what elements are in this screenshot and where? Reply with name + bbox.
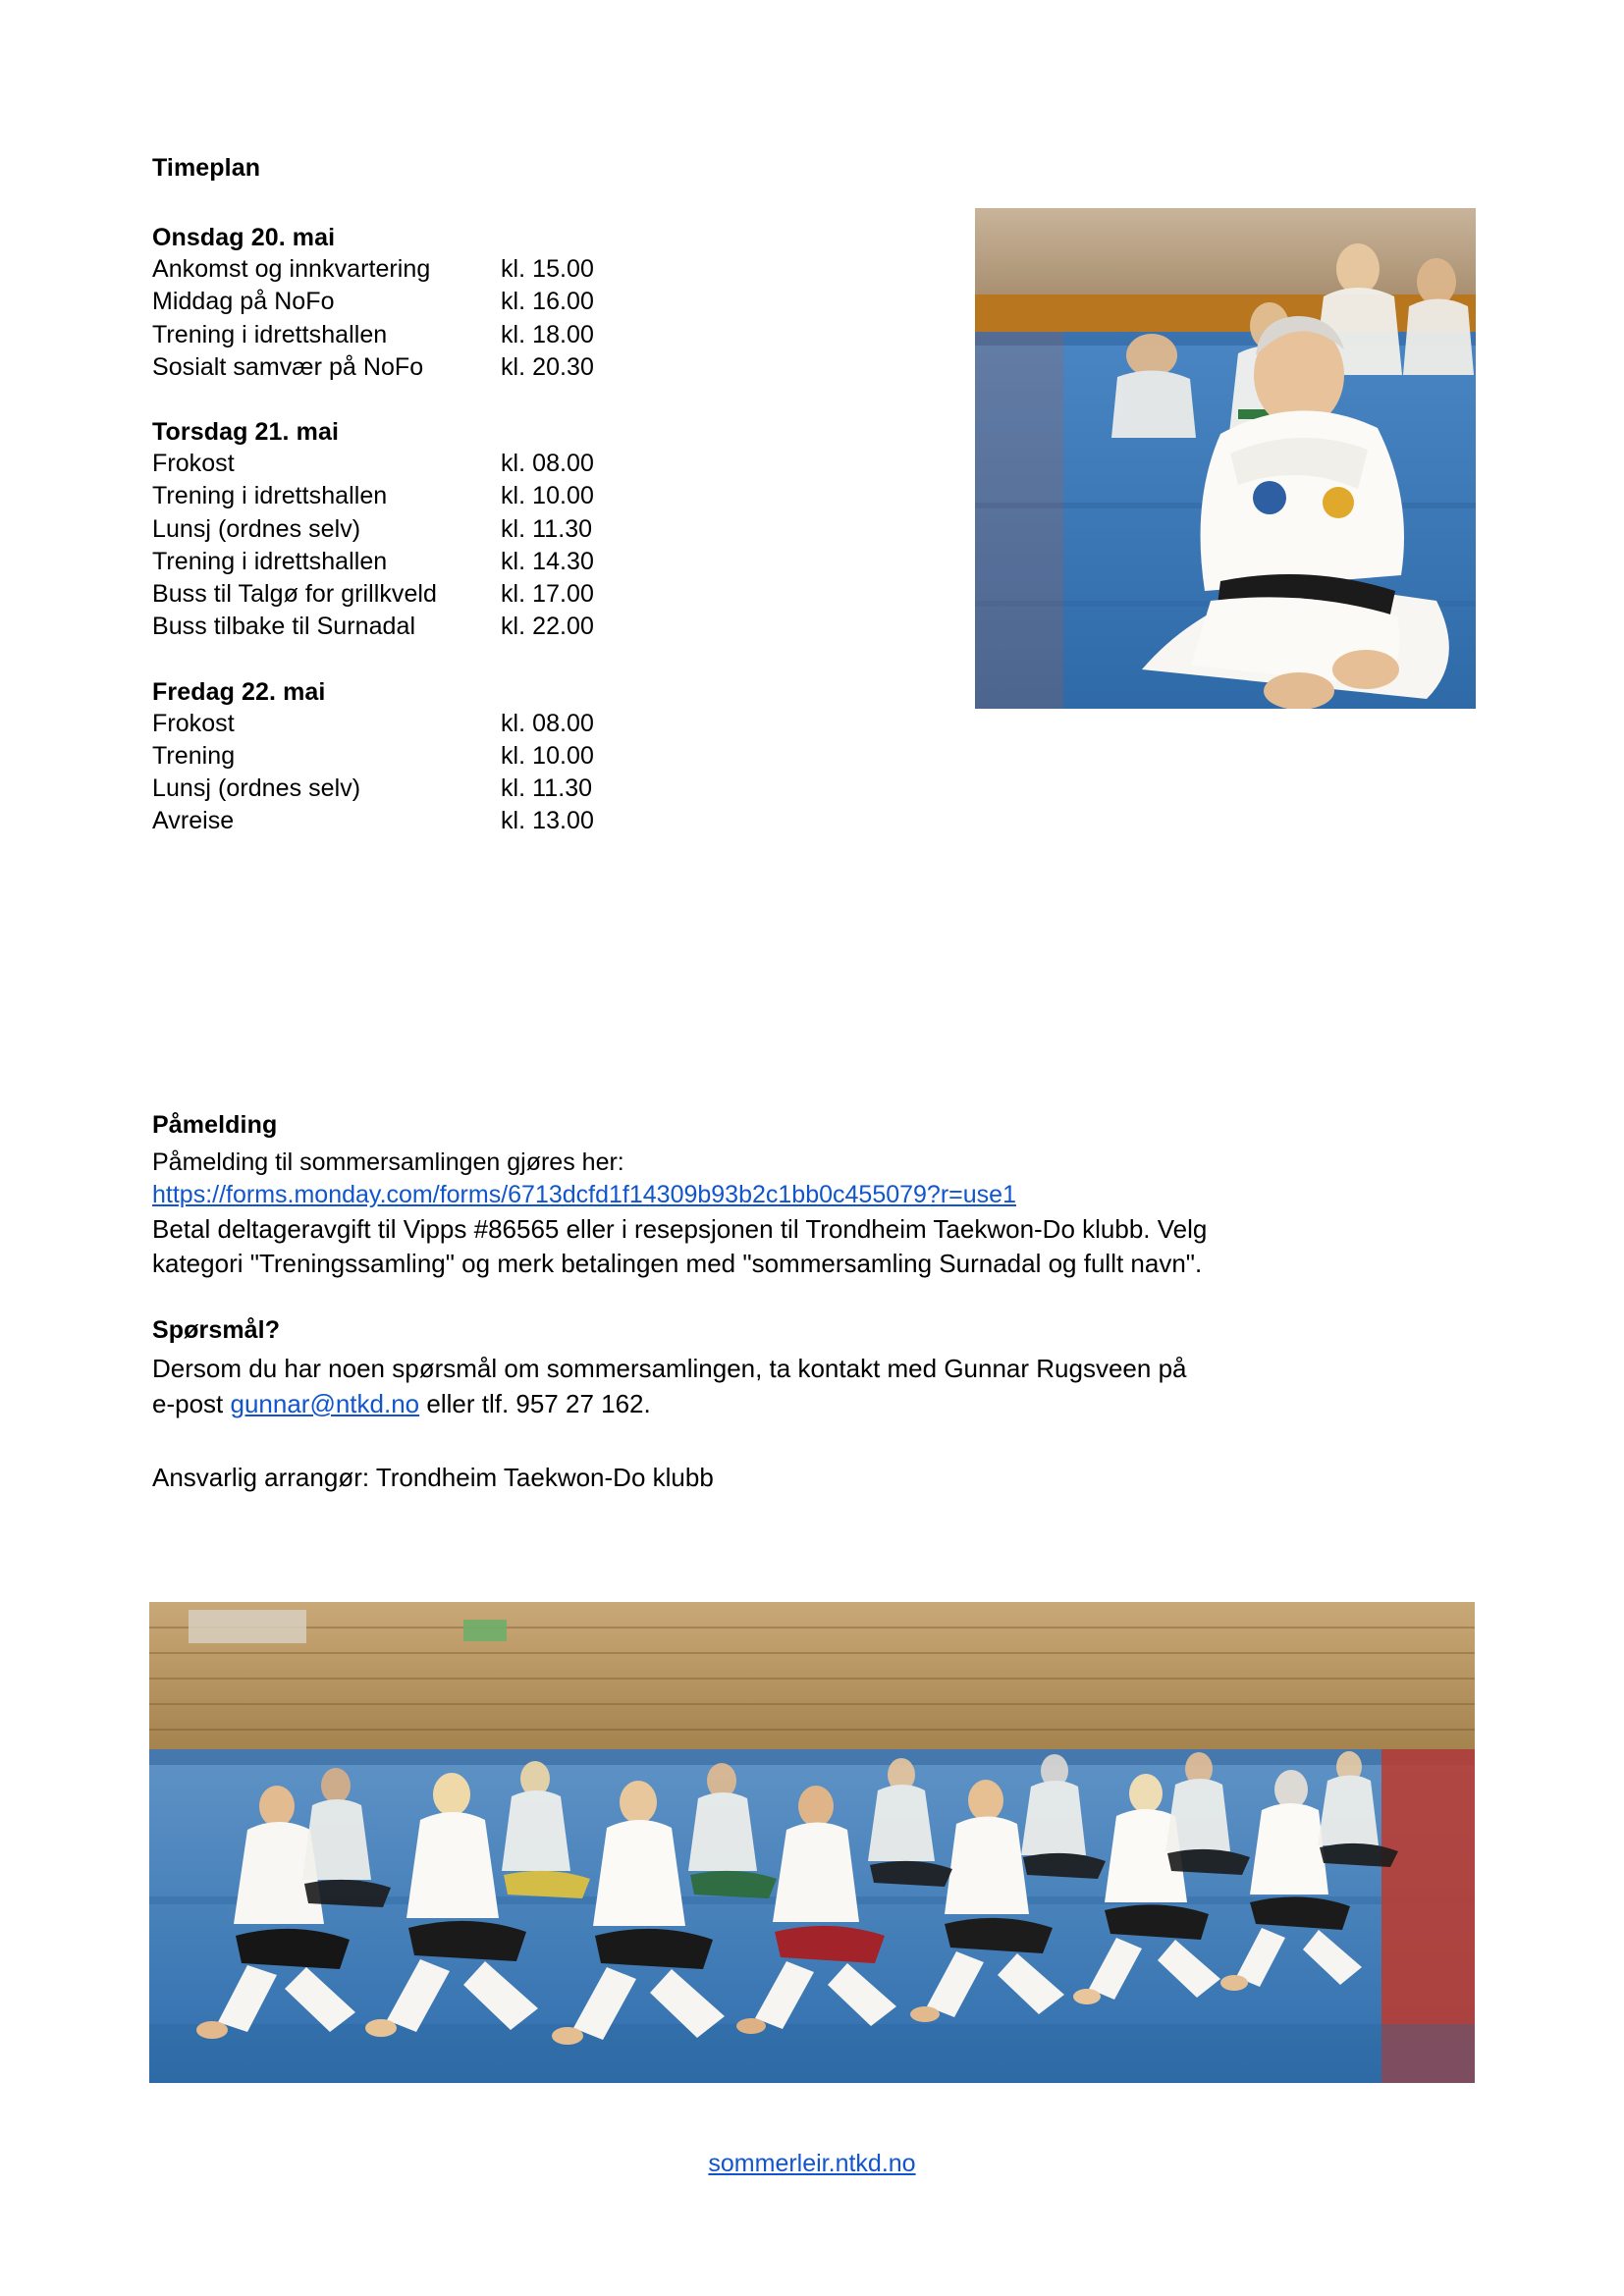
schedule-time: kl. 13.00 xyxy=(501,807,594,835)
schedule-time: kl. 11.30 xyxy=(501,774,593,802)
payment-line-1: Betal deltageravgift til Vipps #86565 eller i resepsjonen til Trondheim Taekwon-Do klubb. Velg xyxy=(152,1213,1208,1244)
schedule-activity: Frokost xyxy=(152,709,235,737)
schedule-time: kl. 14.30 xyxy=(501,547,594,575)
schedule-row xyxy=(152,578,839,611)
schedule-activity: Frokost xyxy=(152,450,235,477)
schedule-row xyxy=(152,740,839,773)
schedule-row xyxy=(152,708,839,740)
spacer xyxy=(152,1421,1473,1461)
spacer xyxy=(152,644,839,676)
spacer xyxy=(152,1281,1473,1314)
schedule-activity: Ankomst og innkvartering xyxy=(152,255,431,283)
spacer xyxy=(152,384,839,416)
payment-line-2: kategori "Treningssamling" og merk betalingen med "sommersamling Surnadal og fullt navn". xyxy=(152,1248,1203,1278)
schedule-day-group xyxy=(152,222,839,384)
schedule-activity: Lunsj (ordnes selv) xyxy=(152,514,361,543)
questions-line-2-suffix: eller tlf. 957 27 162. xyxy=(419,1388,651,1418)
schedule-time: kl. 16.00 xyxy=(501,288,594,316)
registration-title: Påmelding xyxy=(152,1111,278,1139)
schedule-activity: Buss tilbake til Surnadal xyxy=(152,613,416,641)
footer xyxy=(0,2150,1624,2178)
questions-line-2 xyxy=(152,1387,1473,1421)
schedule-day-group xyxy=(152,416,839,644)
schedule-time: kl. 10.00 xyxy=(501,741,594,770)
schedule-row xyxy=(152,513,839,546)
schedule-row xyxy=(152,319,839,351)
footer-site-link[interactable]: sommerleir.ntkd.no xyxy=(708,2150,916,2177)
schedule-time: kl. 10.00 xyxy=(501,482,594,510)
schedule-time: kl. 08.00 xyxy=(501,709,594,737)
schedule-row xyxy=(152,773,839,805)
registration-intro: Påmelding til sommersamlingen gjøres her: xyxy=(152,1148,624,1176)
schedule-section xyxy=(152,152,839,838)
schedule-row xyxy=(152,351,839,384)
schedule-activity: Middag på NoFo xyxy=(152,288,335,316)
schedule-row xyxy=(152,448,839,480)
schedule-time: kl. 08.00 xyxy=(501,450,594,477)
schedule-time: kl. 18.00 xyxy=(501,320,594,348)
schedule-activity: Trening i idrettshallen xyxy=(152,482,388,510)
day-heading: Fredag 22. mai xyxy=(152,677,326,706)
schedule-activity: Lunsj (ordnes selv) xyxy=(152,774,361,802)
schedule-row xyxy=(152,286,839,318)
questions-title: Spørsmål? xyxy=(152,1316,281,1345)
photo-instructor-seated xyxy=(975,208,1476,709)
info-section xyxy=(152,1109,1473,1495)
photo-group-training-illustration xyxy=(149,1602,1475,2083)
schedule-row xyxy=(152,546,839,578)
schedule-activity: Trening i idrettshallen xyxy=(152,320,388,348)
schedule-activity: Trening xyxy=(152,741,236,770)
schedule-row xyxy=(152,480,839,512)
schedule-time: kl. 15.00 xyxy=(501,255,594,283)
schedule-activity: Buss til Talgø for grillkveld xyxy=(152,580,437,608)
day-heading: Torsdag 21. mai xyxy=(152,418,339,446)
schedule-row xyxy=(152,611,839,643)
schedule-time: kl. 20.30 xyxy=(501,352,594,381)
schedule-activity: Sosialt samvær på NoFo xyxy=(152,352,424,381)
schedule-activity: Avreise xyxy=(152,807,235,835)
schedule-row xyxy=(152,805,839,837)
questions-line-1: Dersom du har noen spørsmål om sommersamlingen, ta kontakt med Gunnar Rugsveen på xyxy=(152,1354,1187,1384)
organizer-line: Ansvarlig arrangør: Trondheim Taekwon-Do klubb xyxy=(152,1462,714,1492)
contact-email-link[interactable]: gunnar@ntkd.no xyxy=(230,1388,420,1418)
photo-group-training xyxy=(149,1602,1475,2083)
registration-form-link[interactable]: https://forms.monday.com/forms/6713dcfd1f14309b93b2c1bb0c455079?r=use1 xyxy=(152,1181,1016,1209)
schedule-row xyxy=(152,253,839,286)
schedule-time: kl. 17.00 xyxy=(501,580,594,608)
spacer xyxy=(152,189,839,222)
schedule-day-group xyxy=(152,676,839,838)
schedule-title: Timeplan xyxy=(152,154,261,182)
photo-instructor-seated-illustration xyxy=(975,208,1476,709)
schedule-time: kl. 11.30 xyxy=(501,514,593,543)
schedule-time: kl. 22.00 xyxy=(501,613,594,641)
questions-line-2-prefix: e-post xyxy=(152,1388,231,1418)
day-heading: Onsdag 20. mai xyxy=(152,224,336,251)
schedule-activity: Trening i idrettshallen xyxy=(152,547,388,575)
